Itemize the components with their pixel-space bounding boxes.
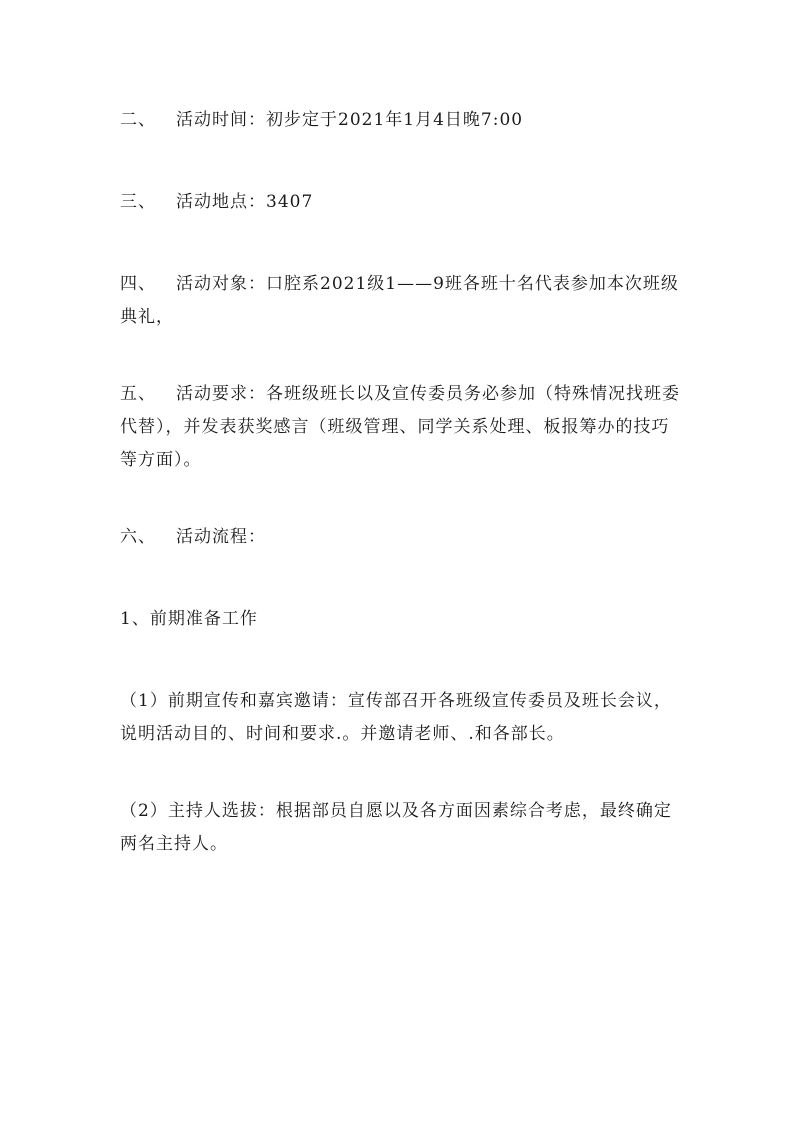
paragraph-text: 活动时间：初步定于2021年1月4日晚7:00: [176, 110, 524, 130]
section-number: 二、: [120, 110, 156, 130]
paragraph-activity-requirements: [120, 378, 680, 477]
paragraph-publicity-invitation: [120, 685, 680, 751]
paragraph-host-selection: [120, 795, 680, 861]
paragraph-activity-time: [120, 104, 680, 137]
section-number: 四、: [120, 274, 156, 294]
paragraph-activity-audience: [120, 268, 680, 334]
document-body: [120, 104, 680, 905]
paragraph-text: 活动对象：口腔系2021级1——9班各班十名代表参加本次班级典礼，: [120, 274, 679, 327]
paragraph-text: 活动要求：各班级班长以及宣传委员务必参加（特殊情况找班委代替），并发表获奖感言（班级管理、同学关系处理、板报筹办的技巧等方面）。: [120, 384, 680, 470]
paragraph-activity-location: [120, 186, 680, 219]
section-number: 六、: [120, 527, 156, 547]
paragraph-text: （1）前期宣传和嘉宾邀请：宣传部召开各班级宣传委员及班长会议，说明活动目的、时间和要求.。并邀请老师、.和各部长。: [120, 691, 672, 744]
paragraph-text: 1、前期准备工作: [120, 609, 258, 629]
paragraph-text: （2）主持人选拔：根据部员自愿以及各方面因素综合考虑，最终确定两名主持人。: [120, 801, 672, 854]
section-number: 五、: [120, 384, 156, 404]
paragraph-preparation-heading: [120, 603, 680, 636]
paragraph-activity-process: [120, 521, 680, 554]
paragraph-text: 活动流程：: [176, 527, 266, 547]
paragraph-text: 活动地点：3407: [176, 192, 314, 212]
section-number: 三、: [120, 192, 156, 212]
